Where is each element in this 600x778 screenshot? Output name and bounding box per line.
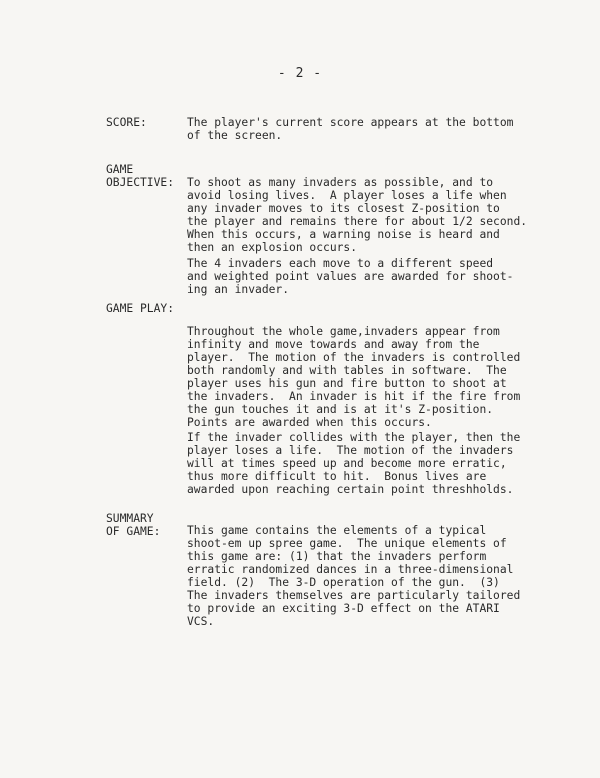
summary-paragraph: This game contains the elements of a typical shoot-em up spree game. The unique elements of this game are: (1) that the invaders perform erratic randomized dances in a three-dimensional field. (2) The 3-D operation of the gun. (3) The invaders themselves are particularly tailored to provide an exciting 3-D effect on the ATARI VCS.: [187, 524, 521, 628]
section-label-game-play: GAME PLAY:: [106, 302, 175, 315]
game-play-paragraph-2: If the invader collides with the player, then the player loses a life. The motion of the invaders will at times speed up and become more erratic, thus more difficult to hit. Bonus lives are awarded upon reaching certain point threshholds.: [187, 431, 521, 496]
section-label-objective: GAME OBJECTIVE:: [106, 163, 175, 189]
section-label-summary: SUMMARY OF GAME:: [106, 512, 161, 538]
page-number: - 2 -: [277, 66, 323, 81]
section-label-score: SCORE:: [106, 116, 147, 129]
game-play-paragraph-1: Throughout the whole game,invaders appear from infinity and move towards and away from the player. The motion of the invaders is controlled both randomly and with tables in software. The player uses his gun and fire button to shoot at the invaders. An invader is hit if the fire from the gun touches it and is at it's Z-position. Points are awarded when this occurs.: [187, 325, 521, 429]
objective-paragraph-1: To shoot as many invaders as possible, and to avoid losing lives. A player loses a life when any invader moves to its closest Z-position to the player and remains there for about 1/2 second. When this occurs, a warning noise is heard and then an explosion occurs.: [187, 176, 528, 254]
objective-paragraph-2: The 4 invaders each move to a different speed and weighted point values are awarded for shoot- ing an invader.: [187, 257, 514, 296]
score-paragraph: The player's current score appears at the bottom of the screen.: [187, 116, 514, 142]
